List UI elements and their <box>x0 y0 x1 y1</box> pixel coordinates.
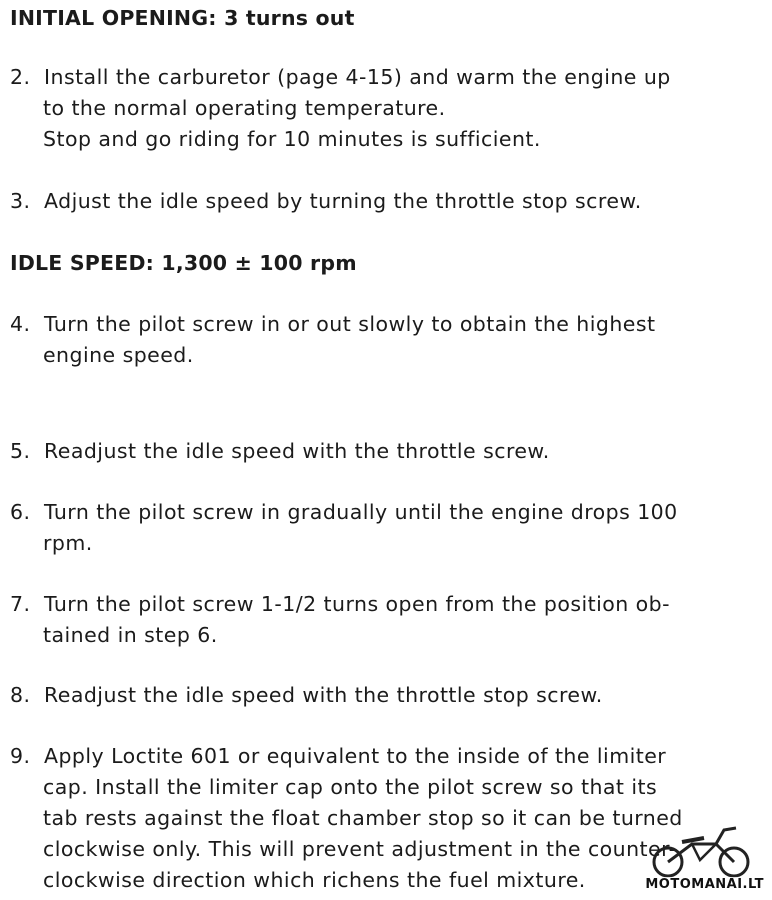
watermark-text: MOTOMANAI.LT <box>645 877 764 892</box>
initial-opening-spec <box>10 3 355 33</box>
step-number: 7. <box>10 592 31 616</box>
initial-opening-label: INITIAL OPENING: <box>10 6 217 30</box>
step-text: Turn the pilot screw 1-1/2 turns open from the position ob- <box>44 592 670 616</box>
motorcycle-icon <box>646 824 756 880</box>
step-text: Adjust the idle speed by turning the throttle stop screw. <box>44 189 642 213</box>
step-number: 3. <box>10 189 31 213</box>
step-7 <box>10 589 670 619</box>
step-number: 9. <box>10 744 31 768</box>
step-4-line-2: engine speed. <box>43 343 194 367</box>
step-6-line-2: rpm. <box>43 531 93 555</box>
step-9-line-5: clockwise direction which richens the fuel mixture. <box>43 868 586 892</box>
step-9-line-2: cap. Install the limiter cap onto the pilot screw so that its <box>43 775 658 799</box>
step-5 <box>10 436 550 466</box>
step-2-line-3: Stop and go riding for 10 minutes is sufficient. <box>43 127 541 151</box>
step-6 <box>10 497 678 527</box>
step-9-line-4: clockwise only. This will prevent adjustment in the counter- <box>43 837 677 861</box>
step-number: 4. <box>10 312 31 336</box>
step-2-line-2: to the normal operating temperature. <box>43 96 446 120</box>
step-number: 6. <box>10 500 31 524</box>
step-9 <box>10 741 666 771</box>
step-text: Install the carburetor (page 4-15) and warm the engine up <box>44 65 671 89</box>
step-7-line-2: tained in step 6. <box>43 623 218 647</box>
step-number: 5. <box>10 439 31 463</box>
step-text: Readjust the idle speed with the throttle stop screw. <box>44 683 603 707</box>
step-9-line-3: tab rests against the float chamber stop so it can be turned <box>43 806 683 830</box>
step-8 <box>10 680 603 710</box>
step-text: Turn the pilot screw in gradually until the engine drops 100 <box>44 500 678 524</box>
initial-opening-value: 3 turns out <box>224 6 355 30</box>
idle-speed-spec <box>10 248 357 278</box>
step-2 <box>10 62 671 92</box>
step-number: 8. <box>10 683 31 707</box>
step-4 <box>10 309 655 339</box>
step-3 <box>10 186 642 216</box>
watermark <box>596 822 766 892</box>
step-text: Apply Loctite 601 or equivalent to the inside of the limiter <box>44 744 667 768</box>
idle-speed-label: IDLE SPEED: <box>10 251 155 275</box>
step-text: Turn the pilot screw in or out slowly to obtain the highest <box>44 312 656 336</box>
step-text: Readjust the idle speed with the throttle screw. <box>44 439 550 463</box>
idle-speed-value: 1,300 ± 100 rpm <box>161 251 357 275</box>
step-number: 2. <box>10 65 31 89</box>
